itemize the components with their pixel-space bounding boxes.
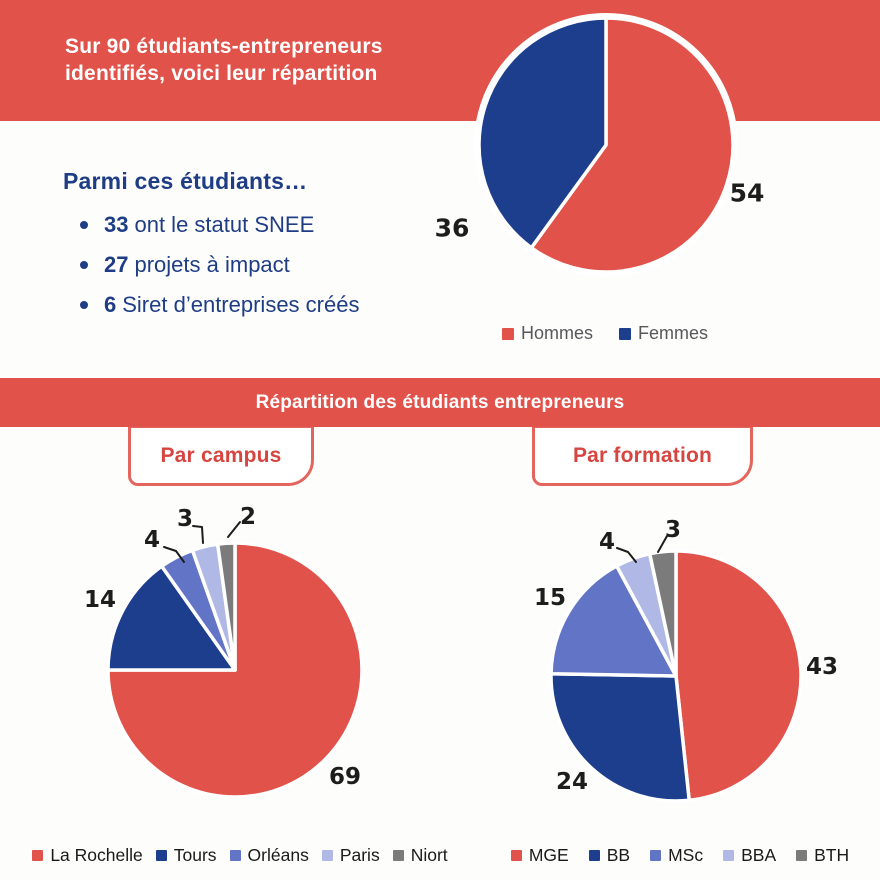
legend-label-MGE: MGE — [528, 845, 569, 865]
formation-value-label-MSc: 15 — [533, 585, 567, 611]
page-title — [65, 33, 383, 87]
legend-item-Hommes — [502, 323, 593, 344]
intro-heading: Parmi ces étudiants… — [63, 168, 308, 194]
legend-label-Paris: Paris — [339, 845, 380, 865]
bullet-snee-count: 33 — [104, 212, 129, 237]
campus-leader-line — [228, 522, 240, 537]
bullet-siret-text: Siret d’entreprises créés — [122, 292, 360, 317]
legend-label-BTH: BTH — [814, 845, 850, 865]
campus-value-label-Paris: 3 — [176, 506, 194, 532]
legend-swatch-MSc — [650, 850, 661, 861]
legend-item-La Rochelle — [32, 845, 142, 866]
legend-label-BB: BB — [606, 845, 631, 865]
bullet-snee-text: ont le statut SNEE — [134, 212, 315, 237]
legend-label-BBA: BBA — [741, 845, 777, 865]
campus-value-label-Tours: 14 — [83, 587, 117, 613]
tab-par-campus — [128, 425, 314, 486]
legend-item-BTH — [796, 845, 849, 866]
bullet-impact-text: projets à impact — [134, 252, 290, 277]
legend-label-Femmes: Femmes — [638, 323, 709, 343]
legend-label-Niort: Niort — [410, 845, 448, 865]
legend-swatch-Niort — [393, 850, 404, 861]
bullet-impact-count: 27 — [104, 252, 129, 277]
legend-swatch-La Rochelle — [32, 850, 43, 861]
gender-value-label-Hommes: 54 — [729, 178, 765, 208]
legend-item-Orléans — [230, 845, 309, 866]
formation-value-label-BTH: 3 — [664, 517, 682, 543]
gender-pie-svg — [420, 0, 780, 320]
formation-pie-svg — [500, 500, 880, 820]
legend-swatch-Paris — [322, 850, 333, 861]
legend-swatch-BTH — [796, 850, 807, 861]
formation-value-label-BB: 24 — [555, 769, 589, 795]
campus-value-label-Niort: 2 — [239, 504, 257, 530]
gender-legend — [440, 323, 770, 344]
page-title-line1: Sur 90 étudiants-entrepreneurs — [65, 35, 383, 58]
bullet-siret-count: 6 — [104, 292, 117, 317]
legend-item-Femmes — [619, 323, 708, 344]
section-title: Répartition des étudiants entrepreneurs — [255, 391, 625, 413]
legend-item-BBA — [723, 845, 776, 866]
legend-label-La Rochelle: La Rochelle — [50, 845, 143, 865]
legend-swatch-BB — [589, 850, 600, 861]
formation-value-label-MGE: 43 — [805, 654, 839, 680]
legend-item-Paris — [322, 845, 380, 866]
campus-pie-chart — [60, 498, 420, 818]
legend-swatch-Orléans — [230, 850, 241, 861]
legend-swatch-BBA — [723, 850, 734, 861]
tab-par-campus-label: Par campus — [160, 443, 282, 467]
legend-item-MSc — [650, 845, 703, 866]
formation-legend — [490, 845, 870, 866]
tab-par-formation-label: Par formation — [572, 443, 713, 467]
section-banner — [0, 378, 880, 427]
legend-swatch-MGE — [511, 850, 522, 861]
legend-item-MGE — [511, 845, 569, 866]
legend-label-MSc: MSc — [668, 845, 704, 865]
campus-leader-line — [193, 526, 203, 543]
legend-label-Orléans: Orléans — [247, 845, 309, 865]
formation-slice-MGE — [676, 551, 801, 800]
bullet-siret — [80, 294, 359, 316]
formation-pie-chart — [500, 500, 880, 820]
campus-value-label-La Rochelle: 69 — [328, 764, 362, 790]
gender-pie-chart — [420, 0, 780, 320]
legend-swatch-Tours — [156, 850, 167, 861]
legend-label-Tours: Tours — [173, 845, 217, 865]
legend-item-BB — [589, 845, 630, 866]
bullet-impact — [80, 254, 359, 276]
campus-pie-svg — [60, 498, 420, 818]
gender-value-label-Femmes: 36 — [434, 213, 470, 243]
legend-item-Tours — [156, 845, 217, 866]
campus-legend — [0, 845, 480, 866]
intro-bullet-list — [80, 214, 359, 334]
legend-swatch-Hommes — [502, 328, 514, 340]
campus-value-label-Orléans: 4 — [143, 527, 161, 553]
formation-value-label-BBA: 4 — [598, 529, 616, 555]
legend-item-Niort — [393, 845, 448, 866]
legend-swatch-Femmes — [619, 328, 631, 340]
legend-label-Hommes: Hommes — [520, 323, 593, 343]
bullet-snee — [80, 214, 359, 236]
tab-par-formation — [532, 425, 753, 486]
page-title-line2: identifiés, voici leur répartition — [65, 62, 378, 85]
